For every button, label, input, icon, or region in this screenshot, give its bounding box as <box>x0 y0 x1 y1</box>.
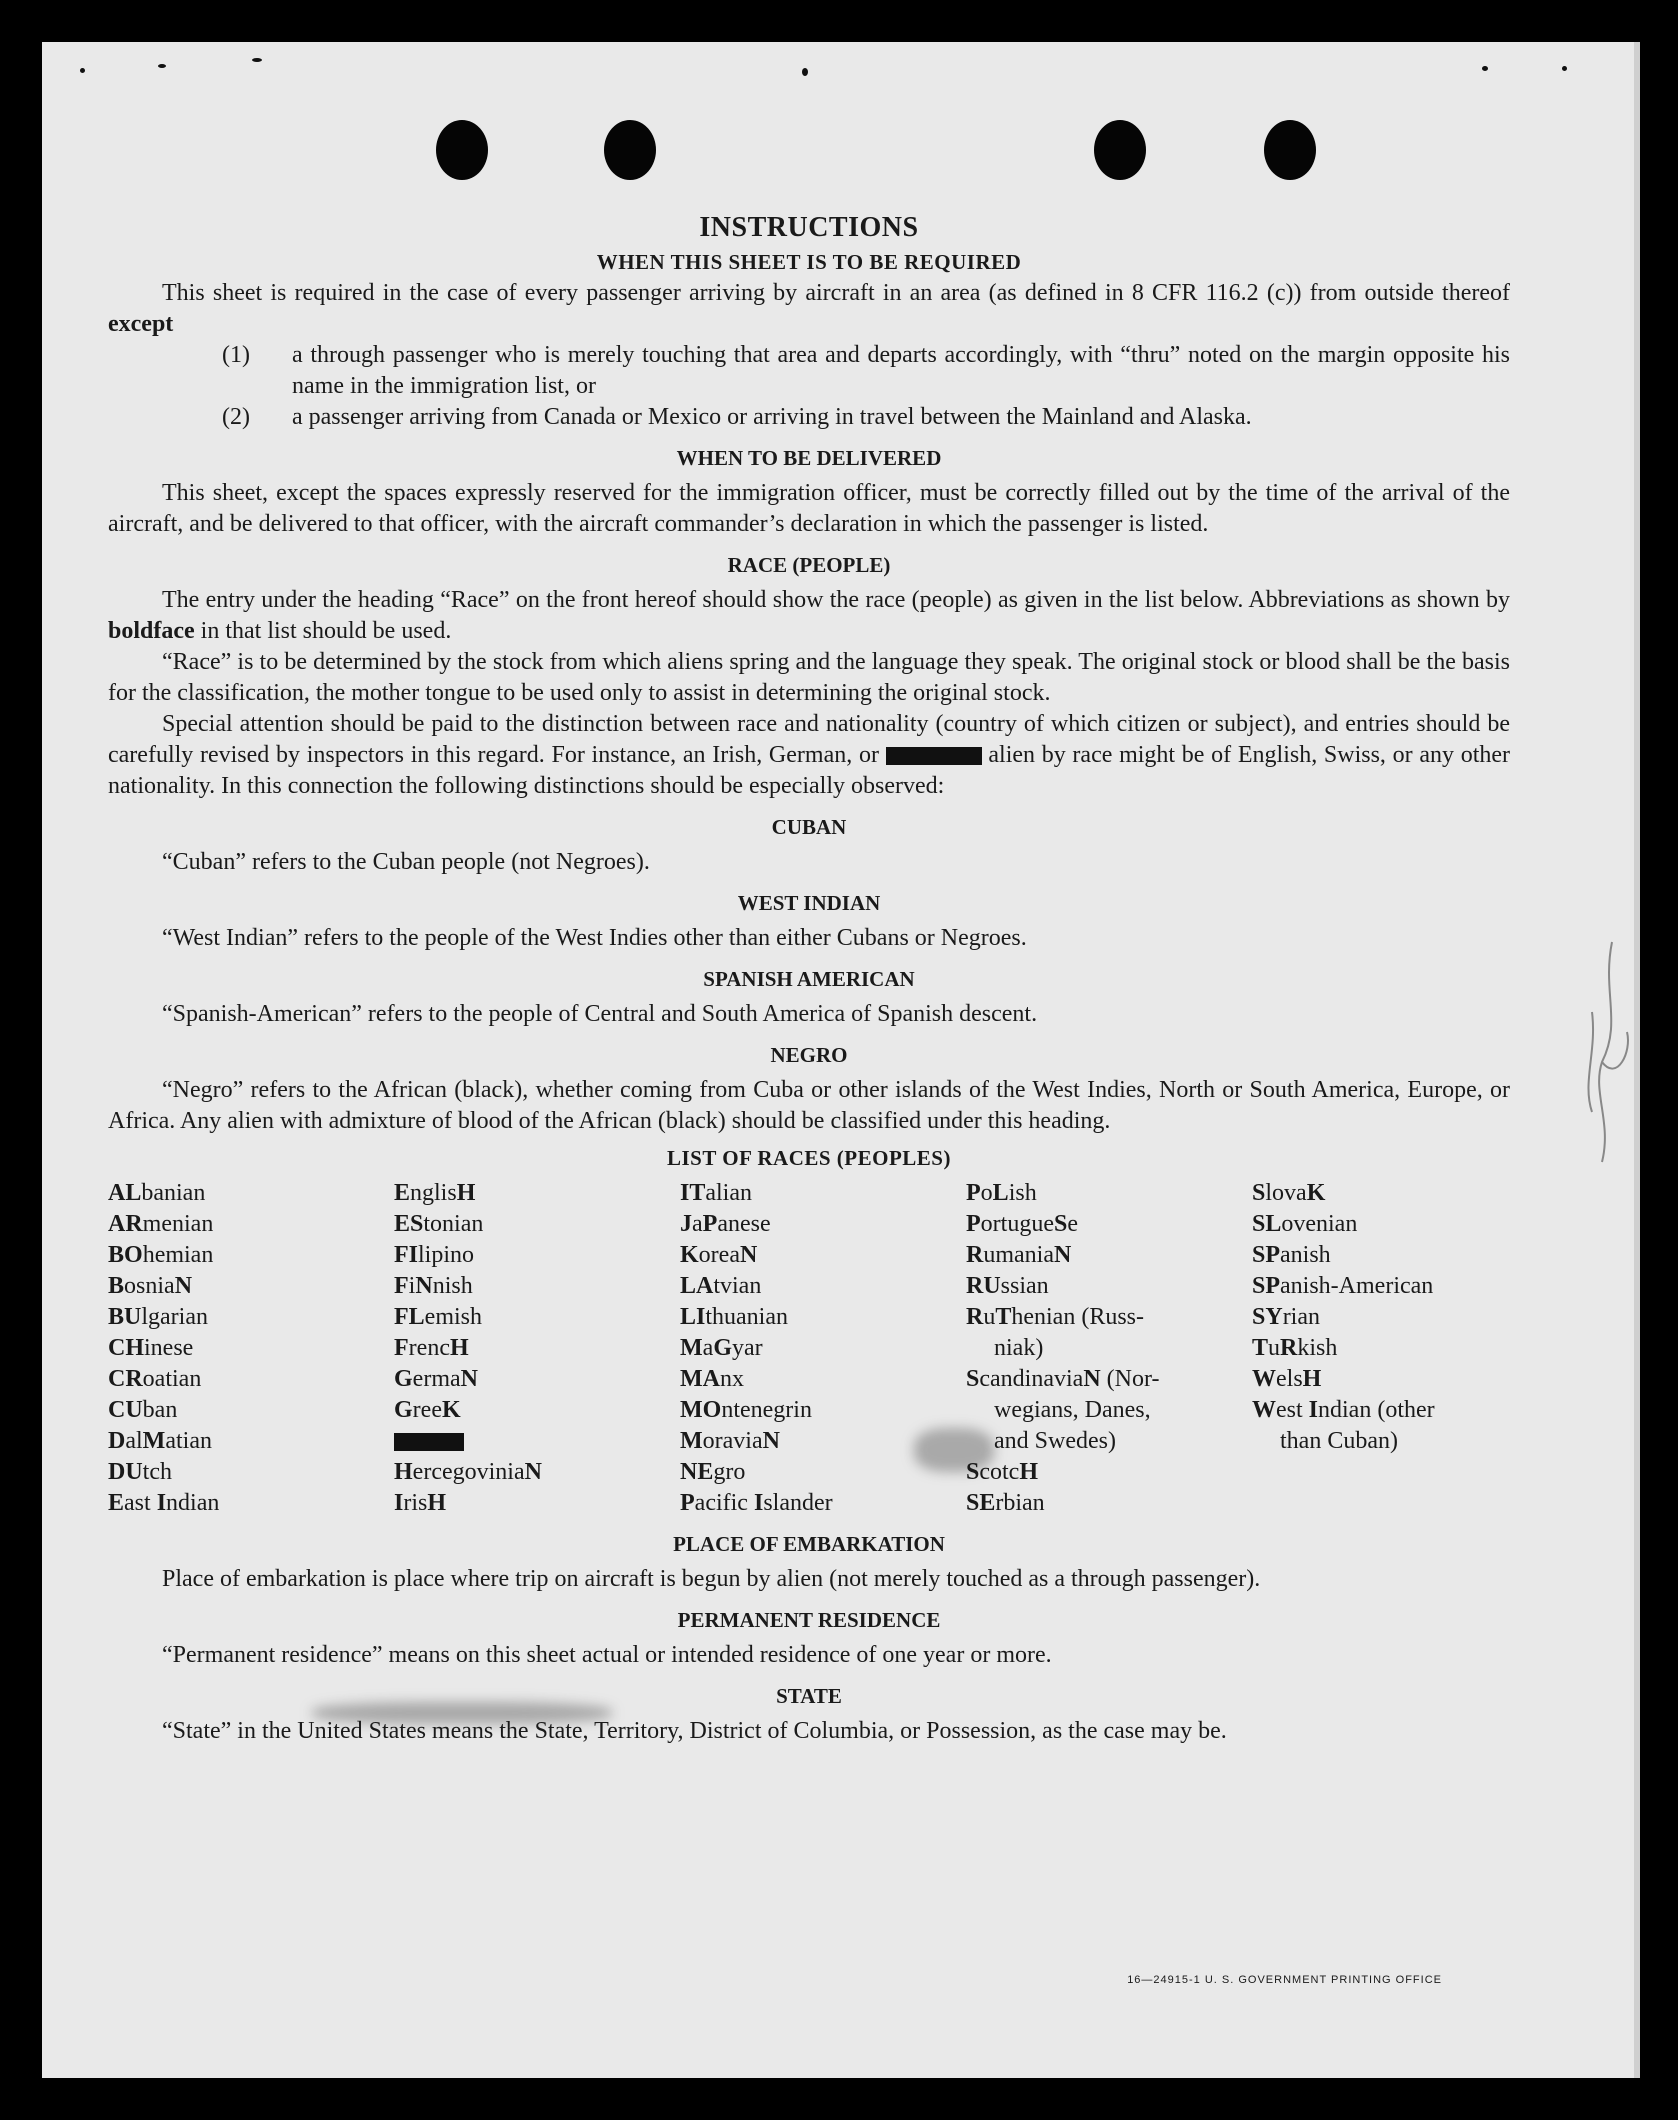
race-entry: EStonian <box>394 1211 484 1237</box>
section-heading: SPANISH AMERICAN <box>703 967 915 991</box>
race-entry: GermaN <box>394 1366 478 1392</box>
race-entry: Pacific Islander <box>680 1490 833 1516</box>
section-heading: STATE <box>776 1684 842 1708</box>
definition: Place of embarkation is place where trip on aircraft is begun by alien (not merely touched as a through passenger). <box>162 1566 1261 1592</box>
speck <box>158 64 166 68</box>
race-entry: MAnx <box>680 1366 744 1392</box>
race-entry: MaGyar <box>680 1335 763 1361</box>
race-entry: JaPanese <box>680 1211 771 1237</box>
definition: “West Indian” refers to the people of the West Indies other than either Cubans or Negroes. <box>162 925 1027 951</box>
race-entry: East Indian <box>108 1490 220 1516</box>
section-heading: NEGRO <box>770 1043 848 1067</box>
race-entry: SPanish-American <box>1252 1273 1434 1299</box>
section-heading: WHEN THIS SHEET IS TO BE REQUIRED <box>596 250 1022 274</box>
race-column <box>966 1178 1252 1519</box>
page-title: INSTRUCTIONS <box>699 212 919 243</box>
race-entry <box>394 1426 680 1457</box>
pencil-mark <box>1572 932 1642 1172</box>
race-entry: WelsH <box>1252 1366 1322 1392</box>
definition: “Negro” refers to the African (black), whether coming from Cuba or other islands of the West Indies, North or South America, Europe, or Africa. Any alien with admixture of blood of the African (black) should be classified under this heading. <box>108 1077 1510 1134</box>
section-heading: PERMANENT RESIDENCE <box>677 1608 941 1632</box>
race-entry: SPanish <box>1252 1242 1331 1268</box>
race-column <box>394 1178 680 1519</box>
race-entry: and Swedes) <box>994 1428 1116 1454</box>
section-heading: CUBAN <box>771 815 847 839</box>
race-entry: MoraviaN <box>680 1428 780 1454</box>
race-entry: BOhemian <box>108 1242 214 1268</box>
race-entry: than Cuban) <box>1280 1428 1398 1454</box>
punch-hole <box>1264 120 1316 180</box>
punch-hole <box>436 120 488 180</box>
speck <box>1562 66 1567 71</box>
speck <box>80 68 85 73</box>
definition: “State” in the United States means the State, Territory, District of Columbia, or Possession, as the case may be. <box>162 1718 1227 1744</box>
race-entry: FIlipino <box>394 1242 475 1268</box>
section-heading: WHEN TO BE DELIVERED <box>676 446 942 470</box>
paragraph: Special attention should be paid to the distinction between race and nationality (country of which citizen or subject), and entries should be carefully revised by inspectors in this regard. For instance, an Irish, German, or alien by race might be of English, Swiss, or any other nationality. In this connection the following distinctions should be especially observed: <box>108 711 1511 799</box>
race-entry: niak) <box>994 1335 1044 1361</box>
definition: “Spanish-American” refers to the people of Central and South America of Spanish descent. <box>162 1001 1038 1027</box>
section-heading: PLACE OF EMBARKATION <box>673 1532 945 1556</box>
race-entry: ITalian <box>680 1180 752 1206</box>
race-entry: PortugueSe <box>966 1211 1078 1237</box>
speck <box>1482 66 1488 71</box>
definition: “Permanent residence” means on this sheet actual or intended residence of one year or more. <box>162 1642 1052 1668</box>
redaction-bar <box>886 747 982 765</box>
race-entry: PoLish <box>966 1180 1037 1206</box>
race-entry: FLemish <box>394 1304 482 1330</box>
list-item: (2) a passenger arriving from Canada or Mexico or arriving in travel between the Mainland and Alaska. <box>222 404 1252 430</box>
race-entry: wegians, Danes, <box>994 1397 1151 1423</box>
race-entry: SErbian <box>966 1490 1045 1516</box>
paragraph: “Race” is to be determined by the stock from which aliens spring and the language they speak. The original stock or blood shall be the basis for the classification, the mother tongue to be used only to assist in determining the original stock. <box>108 649 1510 706</box>
paragraph: This sheet is required in the case of every passenger arriving by aircraft in an area (as defined in 8 CFR 116.2 (c)) from outside thereof except <box>108 280 1510 337</box>
race-entry: RumaniaN <box>966 1242 1072 1268</box>
race-entry: MOntenegrin <box>680 1397 812 1423</box>
race-entry: CRoatian <box>108 1366 202 1392</box>
instructions-body <box>108 212 1510 1753</box>
speck <box>802 68 808 76</box>
race-entry: KoreaN <box>680 1242 758 1268</box>
section-heading: RACE (PEOPLE) <box>727 553 891 577</box>
race-column <box>108 1178 394 1519</box>
race-entry: ALbanian <box>108 1180 206 1206</box>
race-column <box>680 1178 966 1519</box>
redaction-bar <box>394 1433 464 1451</box>
race-entry: DalMatian <box>108 1428 212 1454</box>
race-entry: NEgro <box>680 1459 746 1485</box>
race-entry: GreeK <box>394 1397 461 1423</box>
race-column <box>1252 1178 1538 1519</box>
race-entry: FiNnish <box>394 1273 473 1299</box>
race-entry: ScandinaviaN (Nor- <box>966 1366 1160 1392</box>
race-entry: TuRkish <box>1252 1335 1338 1361</box>
race-entry: West Indian (other <box>1252 1397 1435 1423</box>
punch-hole <box>604 120 656 180</box>
race-entry: IrisH <box>394 1490 447 1516</box>
race-entry: FrencH <box>394 1335 469 1361</box>
speck <box>252 58 262 62</box>
race-entry: RUssian <box>966 1273 1049 1299</box>
race-entry: BosniaN <box>108 1273 193 1299</box>
race-entry: DUtch <box>108 1459 172 1485</box>
form-number: 16—24915-1 U. S. GOVERNMENT PRINTING OFFICE <box>1127 1974 1442 1986</box>
race-entry: RuThenian (Russ- <box>966 1304 1145 1330</box>
race-entry: BUlgarian <box>108 1304 208 1330</box>
paragraph: This sheet, except the spaces expressly reserved for the immigration officer, must be correctly filled out by the time of the arrival of the aircraft, and be delivered to that officer, with the aircraft commander’s declaration in which the passenger is listed. <box>108 480 1510 537</box>
document-page <box>42 42 1640 2078</box>
race-entry: LIthuanian <box>680 1304 788 1330</box>
race-entry: SYrian <box>1252 1304 1320 1330</box>
list-item: (1) a through passenger who is merely touching that area and departs accordingly, with “thru” noted on the margin opposite his name in the immigration list, or <box>222 342 1510 399</box>
race-entry: EnglisH <box>394 1180 476 1206</box>
section-heading: WEST INDIAN <box>737 891 881 915</box>
race-entry: SlovaK <box>1252 1180 1326 1206</box>
section-heading: LIST OF RACES (PEOPLES) <box>667 1146 951 1170</box>
race-entry: HercegoviniaN <box>394 1459 542 1485</box>
race-entry: SLovenian <box>1252 1211 1358 1237</box>
paragraph: The entry under the heading “Race” on the front hereof should show the race (people) as given in the list below. Abbreviations as shown by boldface in that list should be used. <box>108 587 1510 644</box>
race-list <box>108 1178 1510 1519</box>
definition: “Cuban” refers to the Cuban people (not Negroes). <box>162 849 650 875</box>
race-entry: LAtvian <box>680 1273 762 1299</box>
race-entry: CHinese <box>108 1335 194 1361</box>
race-entry: ARmenian <box>108 1211 214 1237</box>
punch-hole <box>1094 120 1146 180</box>
race-entry: CUban <box>108 1397 178 1423</box>
race-entry: ScotcH <box>966 1459 1039 1485</box>
